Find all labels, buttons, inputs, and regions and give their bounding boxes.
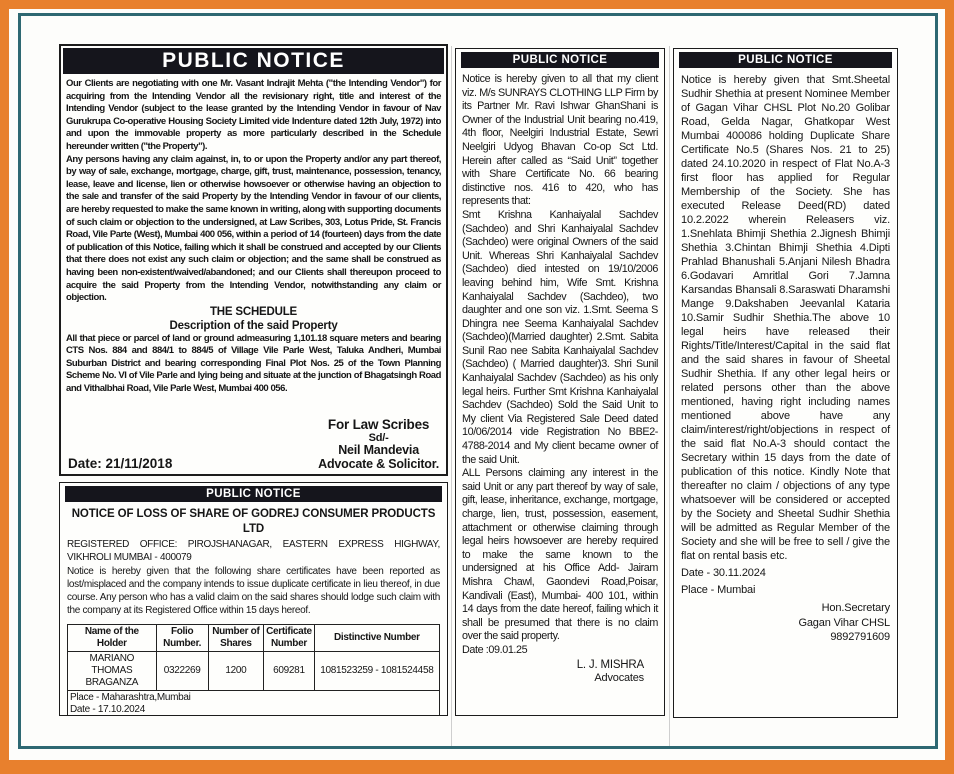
table-header-row	[68, 625, 440, 652]
col-header-folio: Folio Number.	[156, 625, 208, 652]
society-name-line: Gagan Vihar CHSL	[798, 616, 890, 629]
notice-godrej-share-loss	[59, 482, 448, 716]
left-column	[59, 44, 448, 716]
col-header-certificate: Certificate Number	[264, 625, 315, 652]
notice-sunrays-para3: ALL Persons claiming any interest in the said Unit or any part thereof by way of sale, gift, lease, inheritance, exchange, mortgage, charge, lien, trust, possession, easement, attachment or otherwise claiming through legal heirs howsoever are hereby required to make the same known to the undersigned at his Office Add- Jairam Mishra Chawl, Gaondevi Road,Poisar, Kandivali (East), Mumbai- 400 101, within 14 days from the date hereof, failing which it shall be presumed that there is no claim over the said property.	[462, 467, 658, 643]
folio-number-cell: 0322269	[156, 652, 208, 691]
notice-sunrays-date: Date :09.01.25	[462, 643, 528, 656]
schedule-text: All that piece or parcel of land or ground admeasuring 1,101.18 square meters and bearing CTS Nos. 884 and 884/1 to 884/5 of Village Vile Parle West, Taluka Andheri, Mumbai Suburban District and bearing corresponding Final Plot Nos. 25 of the Town Planning Scheme No. VI of Vile Parle and lying being and situate at the junction of Bhagatsingh Road and Vithalbhai Road, Vile Parle West, Mumbai 400 056.	[66, 332, 441, 395]
phone-number-line: 9892791609	[830, 631, 890, 643]
place-date-cell	[68, 691, 440, 717]
notice-mehta-para1: Our Clients are negotiating with one Mr. Vasant Indrajit Mehta ("the Intending Vendor") for acquiring from the Intending Vendor all the revisionary right, title and interest of the Intending Vendor (subject to the lease granted by the Intending Vendor in favour of Nav Gurukrupa Co-operative Housing Society Limited vide Indenture dated 12th July, 1972) into and upon the immovable property as more particularly described in the Schedule hereunder written ("the Property").	[66, 78, 441, 152]
notice-sunrays-signature	[462, 658, 658, 685]
right-column	[673, 48, 898, 718]
notice-shethia-text: Notice is hereby given that Smt.Sheetal Sudhir Shethia at present Nominee Member of Gagan Vihar CHSL Plot No.20 Golibar Road, Gelda Nagar, Ghatkopar West Mumbai 400086 holding Duplicate Share Certificate No.5 (Shares Nos. 21 to 25) dated 24.10.2020 in respect of Flat No.A-3 first floor has applied for Regular Membership of the Society. She has executed Release Deed(RD) dated 10.2.2022 wherein Releasers viz. 1.Snehlata Bhimji Shethia 2.Jignesh Bhimji Shethia 3.Chintan Bhimji Shethia 4.Dipti Prahlad Bhanushali 5.Anjani Nilesh Bhadra 6.Godavari Amritlal Gori 7.Jamna Karsandas Bhansali 8.Saraswati Dharamshi Mange 9.Dakshaben Jeevanlal Kataria 10.Samir Sudhir Shethia.The above 10 legal heirs have released their Rights/Title/Interest/Capital in the said flat and the said shares in favour of Sheetal Sudhir Shethia. If any other legal heirs or related persons other than the above mentioned, having right including names mentioned above have any claim/interest/right/objections in respect of the said flat No.A-3 should contact the Secretary within 15 days from the date of publication of this notice. Kindly Note that thereafter no claim / objections of any type whatsoever will be considered or accepted by the Society and Sheetal Sudhir Shethia will be admitted as Regular Member of the Society and she will be free to sell / give the flat on rental basis etc.	[681, 74, 890, 562]
share-certificate-table	[67, 624, 440, 716]
notice-godrej-date: Date - 17.10.2024	[70, 704, 145, 715]
notice-mehta-body	[61, 76, 446, 474]
notice-shethia-society	[673, 48, 898, 718]
notice-mehta-date: Date: 21/11/2018	[68, 456, 173, 472]
column-divider-2	[669, 46, 670, 746]
notice-mehta-footer	[66, 418, 441, 471]
signature-sd-line: Sd/-	[368, 432, 389, 444]
holder-name-cell: MARIANO THOMAS BRAGANZA	[68, 652, 157, 691]
table-row	[68, 652, 440, 691]
notice-mehta-para2: Any persons having any claim against, in, to or upon the Property and/or any part thereof, by way of sale, exchange, mortgage, charge, gift, trust, maintenance, possession, tenancy, lease, leave and license, lien or otherwise howsoever or otherwise having an objection to the sale and transfer of the said Property by the Intending Vendor in favour of our clients, are hereby requested to make the same known in writing, along with supporting documents of such claim or objection to the undersigned, at Law Scribes, 303, Lotus Pride, St. Francis Road, Vile Parte (West), Mumbai 400 056, within a period of 14 (fourteen) days from the date of publication of this Notice, failing which it shall be construed and accepted by our Clients that there does not exist any such claim or objection; and the same shall be construed as having been non-existent/waived/abandoned; and our Clients shall thereupon proceed to acquire the said Property from the Intending Vendor, notwithstanding any claim or objection.	[66, 153, 441, 304]
notice-mehta-property	[59, 44, 448, 476]
notice-shethia-signature	[681, 601, 890, 645]
notice-shethia-date: Date - 30.11.2024	[681, 567, 766, 579]
col-header-distinctive: Distinctive Number	[314, 625, 439, 652]
notice-mehta-signature	[318, 418, 439, 471]
signatory-name: L. J. MISHRA	[576, 658, 644, 671]
notice-godrej-text: Notice is hereby given that the following share certificates have been reported as lost/misplaced and the company intends to issue duplicate certificate in lieu thereof, in due course. Any person who has a valid claim on the said shares should lodge such claim with the company at its Registered Office within 15 days hereof.	[67, 566, 440, 616]
notice-mehta-title-bar: PUBLIC NOTICE	[63, 48, 444, 74]
registered-office-line: REGISTERED OFFICE: PIROJSHANAGAR, EASTERN EXPRESS HIGHWAY, VIKHROLI MUMBAI - 400079	[67, 539, 440, 563]
place-date-row	[68, 691, 440, 717]
hon-secretary-line: Hon.Secretary	[821, 602, 890, 614]
notice-shethia-body	[674, 70, 897, 648]
signature-role: Advocate & Solicitor.	[318, 457, 439, 471]
notice-godrej-body	[60, 504, 447, 716]
notice-sunrays-title-bar: PUBLIC NOTICE	[461, 52, 659, 68]
notice-shethia-title-bar: PUBLIC NOTICE	[679, 52, 892, 68]
column-divider-1	[451, 46, 452, 746]
signature-name: Neil Mandevia	[338, 443, 419, 457]
signature-for-line: For Law Scribes	[327, 417, 430, 432]
notice-godrej-place: Place - Maharashtra,Mumbai	[70, 692, 191, 703]
notice-sunrays-clothing	[455, 48, 665, 716]
notice-sunrays-para2: Smt Krishna Kanhaiyalal Sachdev (Sachdeo) and Shri Kanhaiyalal Sachdev (Sachdeo) were original Owners of the said Unit. Whereas Shri Kanhaiyalal Sachdev (Sachdeo) died intested on 19/10/2006 leaving behind him, Wife Smt. Krishna Kanhaiyalal Sachdev (Sachdeo), two daughter and one son viz. 1.Smt. Seema S Dhingra nee Seema Kanhaiyalal Sachdev (Sachdeo)(Married daughter) 2.Smt. Sabita Sunil Rao nee Sabita Kanhaiyalal Sachdev (Sachdeo) ( Married daughter)3. Shri Sunil Kanhaiyalal Sachdev (Sachdeo) as his only legal heirs. Further Smt Krishna Kanhaiyalal Sachdev (Sachdeo) Sold the Said Unit to My client Via Registered Sale Deed dated 10/06/2014 vide Registration No BBE2-4788-2014 and My client became owner of the said Unit.	[462, 208, 658, 466]
signatory-role: Advocates	[594, 671, 644, 684]
certificate-number-cell: 609281	[264, 652, 315, 691]
schedule-heading: THE SCHEDULE	[209, 305, 298, 318]
middle-column	[455, 48, 665, 716]
col-header-shares: Number of Shares	[208, 625, 264, 652]
shares-count-cell: 1200	[208, 652, 264, 691]
notice-sunrays-body	[456, 70, 664, 688]
notice-sunrays-para1: Notice is hereby given to all that my client viz. M/s SUNRAYS CLOTHING LLP Firm by its Partner Mr. Ravi Ishwar GhanShani is Owner of the Industrial Unit bearing no.419, 4th floor, Neelgiri Industrial Estate, Sewri Neelgiri Udyog Bhavan Co-op Sct Ltd. Herein after called as “Said Unit” together with Share Certificate No. 66 bearing distinctive nos. 416 to 420, who has represents that:	[462, 73, 658, 208]
notice-shethia-place: Place - Mumbai	[681, 584, 756, 596]
col-header-holder-name: Name of the Holder	[68, 625, 157, 652]
schedule-subheading: Description of the said Property	[169, 319, 338, 332]
notice-godrej-heading: NOTICE OF LOSS OF SHARE OF GODREJ CONSUMER PRODUCTS LTD	[71, 508, 436, 535]
distinctive-number-cell: 1081523259 - 1081524458	[314, 652, 439, 691]
notice-godrej-title-bar: PUBLIC NOTICE	[65, 486, 442, 502]
